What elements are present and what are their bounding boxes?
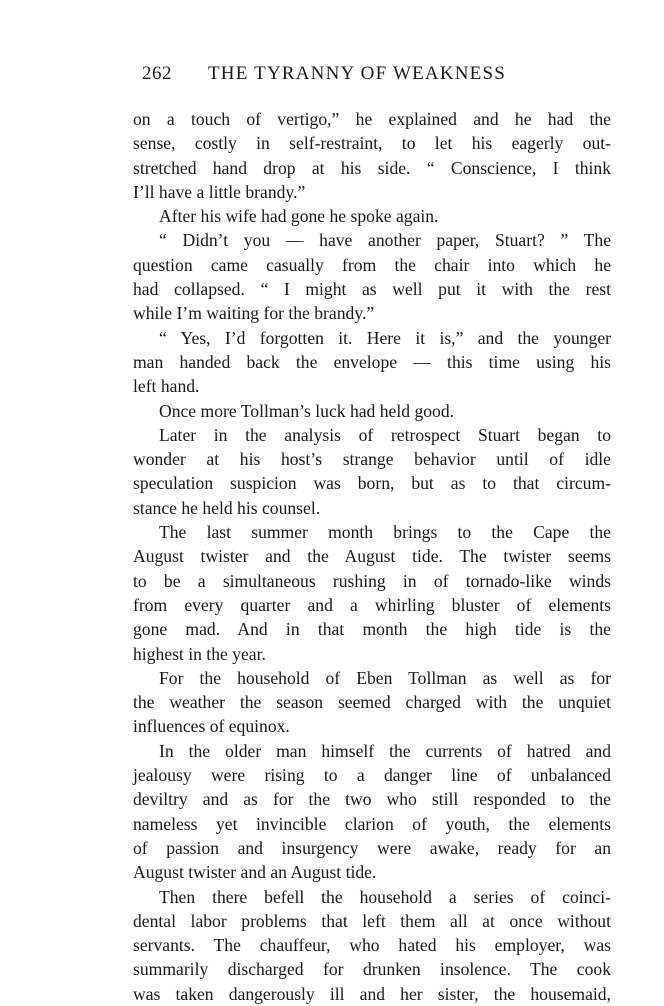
text-line: speculation suspicion was born, but as to that circum- — [133, 473, 611, 494]
text-line: After his wife had gone he spoke again. — [159, 206, 439, 227]
text-line: gone mad. And in that month the high tide is the — [133, 619, 611, 640]
text-line: stance he held his counsel. — [133, 497, 321, 518]
body-text — [133, 107, 611, 1006]
text-line: stretched hand drop at his side. “ Conscience, I think — [133, 157, 611, 178]
text-line: “ Didn’t you — have another paper, Stuart? ” The — [159, 230, 611, 251]
text-line: For the household of Eben Tollman as well as for — [159, 667, 611, 688]
text-line: while I’m waiting for the brandy.” — [133, 303, 375, 324]
running-title: THE TYRANNY OF WEAKNESS — [208, 63, 507, 84]
text-line: August twister and an August tide. — [133, 862, 377, 883]
text-line: summarily discharged for drunken insolence. The cook — [133, 959, 611, 980]
text-line: of passion and insurgency were awake, ready for an — [133, 837, 611, 858]
text-line: had collapsed. “ I might as well put it with the rest — [133, 279, 611, 300]
text-line: servants. The chauffeur, who hated his employer, was — [133, 935, 611, 956]
text-line: In the older man himself the currents of hatred and — [159, 740, 611, 761]
text-line: the weather the season seemed charged with the unquiet — [133, 692, 611, 713]
text-line: on a touch of vertigo,” he explained and he had the — [133, 109, 611, 129]
text-line: August twister and the August tide. The twister seems — [133, 546, 611, 567]
text-line: man handed back the envelope — this time using his — [133, 351, 611, 372]
page-number: 262 — [142, 63, 172, 84]
text-line: highest in the year. — [133, 643, 266, 664]
text-line: left hand. — [133, 376, 200, 397]
text-line: jealousy were rising to a danger line of unbalanced — [133, 765, 611, 786]
text-line: nameless yet invincible clarion of youth, the elements — [133, 813, 611, 834]
text-line: Then there befell the household a series of coinci- — [159, 886, 611, 907]
text-line: influences of equinox. — [133, 716, 290, 737]
text-line: to be a simultaneous rushing in of tornado-like winds — [133, 570, 611, 591]
text-line: “ Yes, I’d forgotten it. Here it is,” and the younger — [159, 327, 611, 348]
page-header — [142, 63, 614, 93]
text-line: I’ll have a little brandy.” — [133, 181, 306, 202]
text-line: The last summer month brings to the Cape the — [159, 522, 611, 543]
text-line: Once more Tollman’s luck had held good. — [159, 400, 455, 421]
text-line: question came casually from the chair into which he — [133, 254, 611, 275]
text-line: sense, costly in self-restraint, to let his eagerly out- — [133, 133, 611, 154]
text-line: deviltry and as for the two who still responded to the — [133, 789, 611, 810]
text-line: dental labor problems that left them all at once without — [133, 910, 611, 931]
text-line: from every quarter and a whirling bluster of elements — [133, 594, 611, 615]
text-line: Later in the analysis of retrospect Stuart began to — [159, 424, 611, 445]
text-line: was taken dangerously ill and her sister, the housemaid, — [133, 983, 611, 1004]
text-line: wonder at his host’s strange behavior until of idle — [133, 449, 611, 470]
